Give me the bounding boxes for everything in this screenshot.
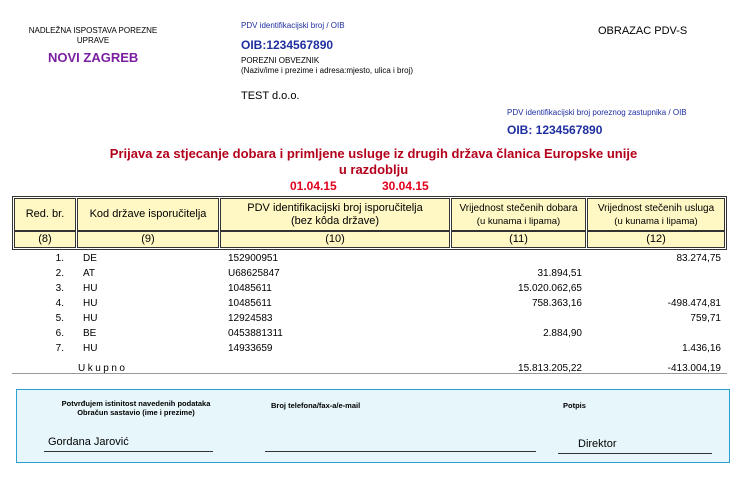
row-number: 7. [55, 343, 64, 354]
col-number-9: (9) [77, 231, 219, 248]
row-vat-id: 152900951 [228, 253, 279, 264]
row-goods-value: 15.020.062,65 [518, 283, 582, 294]
period-from: 01.04.15 [290, 179, 337, 193]
contact-label: Broj telefona/fax-a/e-mail [271, 401, 361, 410]
row-number: 3. [55, 283, 64, 294]
header-goods-value [451, 198, 586, 231]
col-number-11: (11) [451, 231, 586, 248]
header-country-code [77, 198, 219, 231]
vat-id-label: PDV identifikacijski broj / OIB [241, 21, 345, 30]
table-row [0, 253, 747, 268]
total-label: Ukupno [78, 363, 128, 374]
row-country: BE [83, 328, 97, 339]
taxpayer-label: POREZNI OBVEZNIK [241, 56, 320, 65]
row-number: 2. [55, 268, 64, 279]
taxpayer-oib: OIB:1234567890 [241, 38, 334, 52]
table-row [0, 268, 747, 283]
row-vat-id: 14933659 [228, 343, 273, 354]
col-number-10: (10) [220, 231, 450, 248]
row-goods-value: 758.363,16 [531, 298, 582, 309]
signature-label: Potpis [563, 401, 586, 410]
header-vat-id-text: PDV identifikacijski broj isporučitelja [247, 201, 423, 214]
row-number: 5. [55, 313, 64, 324]
table-row [0, 313, 747, 328]
tax-office-label: NADLEŽNA ISPOSTAVA POREZNE UPRAVE [28, 26, 158, 45]
table-row [0, 343, 747, 358]
row-vat-id: 0453881311 [228, 328, 283, 339]
header-vat-id-sub: (bez kôda države) [290, 214, 380, 227]
table-row [0, 283, 747, 298]
row-vat-id: 12924583 [228, 313, 273, 324]
report-title: Prijava za stjecanje dobara i primljene usluge iz drugih država članica Europske unije [109, 146, 638, 161]
header-country-code-text: Kod države isporučitelja [89, 208, 207, 220]
row-country: HU [83, 298, 98, 309]
row-number: 6. [55, 328, 64, 339]
taxpayer-sublabel: (Naziv/ime i prezime i adresa:mjesto, ulica i broj) [241, 66, 414, 75]
row-services-value: 83.274,75 [676, 253, 721, 264]
report-period-label: u razdoblju [338, 162, 409, 177]
header-services-value [587, 198, 725, 231]
signature-underline[interactable] [558, 453, 712, 454]
row-number: 4. [55, 298, 64, 309]
tax-office-city: NOVI ZAGREB [48, 50, 139, 65]
row-services-value: -498.474,81 [667, 298, 721, 309]
table-row [0, 298, 747, 313]
row-goods-value: 31.894,51 [537, 268, 582, 279]
header-goods-sub: (u kunama i lipama) [476, 215, 561, 227]
row-country: DE [83, 253, 97, 264]
row-goods-value: 2.884,90 [543, 328, 582, 339]
form-code: OBRAZAC PDV-S [598, 25, 688, 37]
row-services-value: 1.436,16 [682, 343, 721, 354]
row-services-value: 759,71 [690, 313, 721, 324]
header-goods-text: Vrijednost stečenih dobara [459, 202, 578, 214]
total-goods-value: 15.813.205,22 [518, 363, 582, 374]
row-country: HU [83, 313, 98, 324]
header-vat-id [220, 198, 450, 231]
total-services-value: -413.004,19 [667, 363, 721, 374]
row-vat-id: 10485611 [228, 298, 272, 309]
row-country: HU [83, 343, 98, 354]
header-row-number-text: Red. br. [25, 208, 65, 220]
row-country: AT [83, 268, 96, 279]
row-vat-id: U68625847 [228, 268, 280, 279]
row-number: 1. [55, 253, 64, 264]
preparer-name-underline [44, 451, 213, 452]
row-country: HU [83, 283, 98, 294]
table-row [0, 328, 747, 343]
signatory-title-field[interactable]: Direktor [578, 438, 617, 450]
contact-underline[interactable] [265, 451, 536, 452]
preparer-name-field[interactable]: Gordana Jarović [48, 436, 129, 448]
period-to: 30.04.15 [382, 179, 429, 193]
col-number-8: (8) [14, 231, 76, 248]
header-services-sub: (u kunama i lipama) [614, 215, 698, 227]
representative-vat-label: PDV identifikacijski broj poreznog zastupnika / OIB [507, 108, 687, 117]
confirmation-label: Potvrđujem istinitost navedenih podataka Obračun sastavio (ime i prezime) [61, 399, 211, 417]
row-vat-id: 10485611 [228, 283, 272, 294]
company-name: TEST d.o.o. [241, 90, 300, 102]
header-row-number [14, 198, 76, 231]
col-number-12: (12) [587, 231, 725, 248]
total-divider [12, 373, 727, 374]
header-services-text: Vrijednost stečenih usluga [597, 202, 715, 214]
representative-oib: OIB: 1234567890 [507, 123, 603, 137]
